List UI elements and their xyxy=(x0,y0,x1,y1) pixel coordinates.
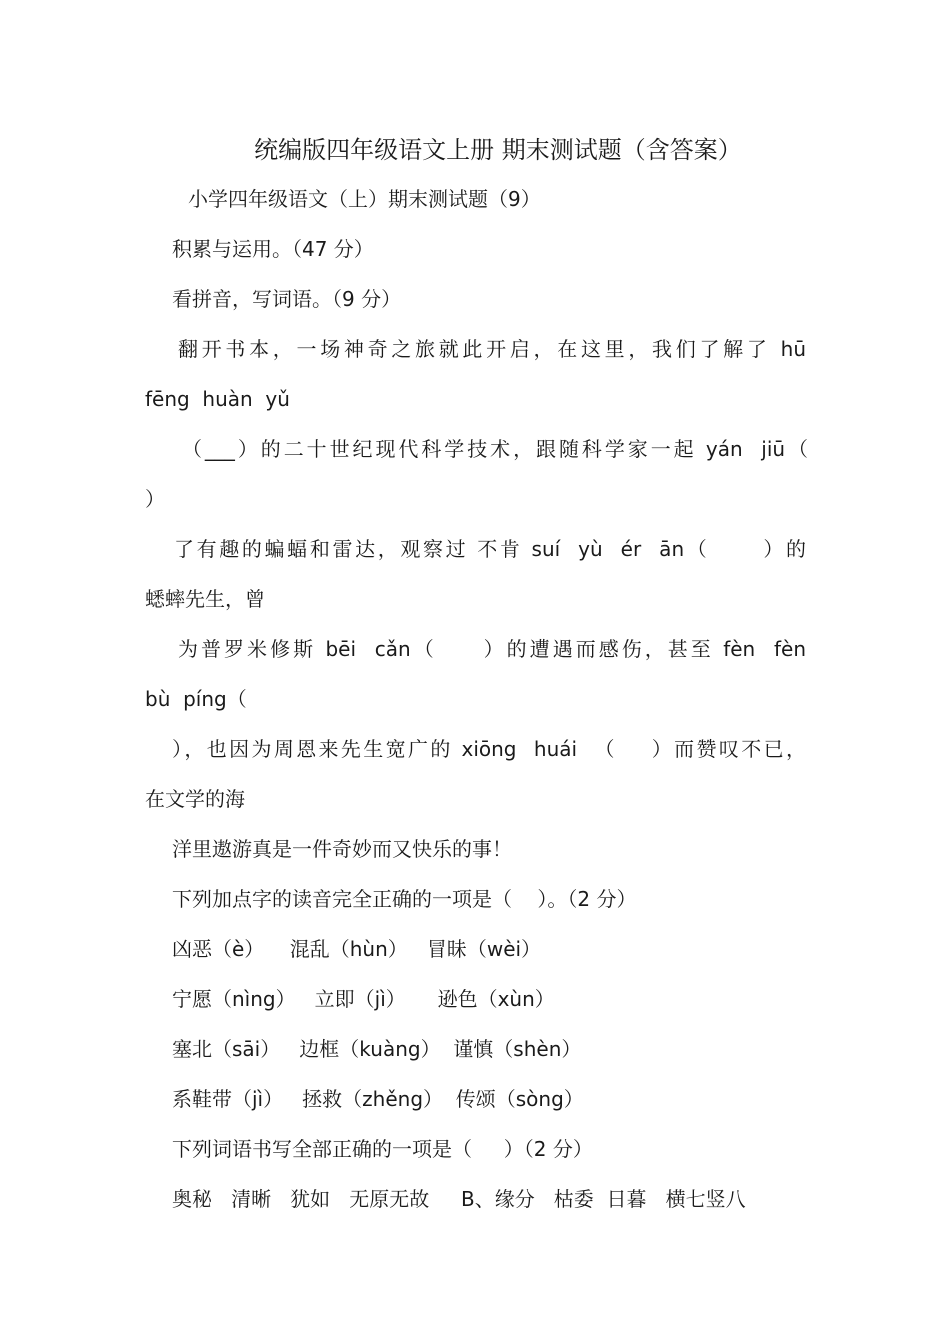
document-title: 统编版四年级语文上册 期末测试题（含答案） xyxy=(254,136,742,164)
paragraph-line: ） xyxy=(145,487,165,511)
question-heading: 看拼音，写词语。（9 分） xyxy=(172,287,402,311)
paragraph-line: fēng huàn yǔ xyxy=(145,387,290,411)
paragraph-line: 为普罗米修斯 bēi cǎn（ ）的遭遇而感伤，甚至 fèn fèn xyxy=(178,637,806,661)
paragraph-line: 蟋蟀先生，曾 xyxy=(145,587,265,611)
option-line: 凶恶（è） 混乱（hùn） 冒昧（wèi） xyxy=(172,937,542,961)
paragraph-line: 在文学的海 xyxy=(145,787,245,811)
question-heading: 下列加点字的读音完全正确的一项是（ ）。（2 分） xyxy=(172,887,637,911)
option-line: 系鞋带（jì） 拯救（zhěng） 传颂（sòng） xyxy=(172,1087,584,1111)
paragraph-line: ），也因为周恩来先生宽广的 xiōng huái （ ）而赞叹不已， xyxy=(172,737,806,761)
option-line: 塞北（sāi） 边框（kuàng） 谨慎（shèn） xyxy=(172,1037,582,1061)
paragraph-line: bù píng（ xyxy=(145,687,247,711)
question-heading: 下列词语书写全部正确的一项是（ ）（2 分） xyxy=(172,1137,593,1161)
paragraph-line: 了有趣的蝙蝠和雷达，观察过 不肯 suí yù ér ān（ ）的 xyxy=(174,537,806,561)
option-line: 奥秘 清晰 犹如 无原无故 B、缘分 枯委 日暮 横七竖八 xyxy=(172,1187,746,1211)
paragraph-line: 洋里遨游真是一件奇妙而又快乐的事！ xyxy=(172,837,512,861)
section-heading: 积累与运用。（47 分） xyxy=(172,237,374,261)
paragraph-line: 翻开书本，一场神奇之旅就此开启，在这里，我们了解了 hū xyxy=(178,337,806,361)
subtitle-line: 小学四年级语文（上）期末测试题（9） xyxy=(188,187,541,211)
option-line: 宁愿（nìng） 立即（jì） 逊色（xùn） xyxy=(172,987,555,1011)
paragraph-line: （___）的二十世纪现代科学技术，跟随科学家一起 yán jiū（ xyxy=(182,437,808,461)
